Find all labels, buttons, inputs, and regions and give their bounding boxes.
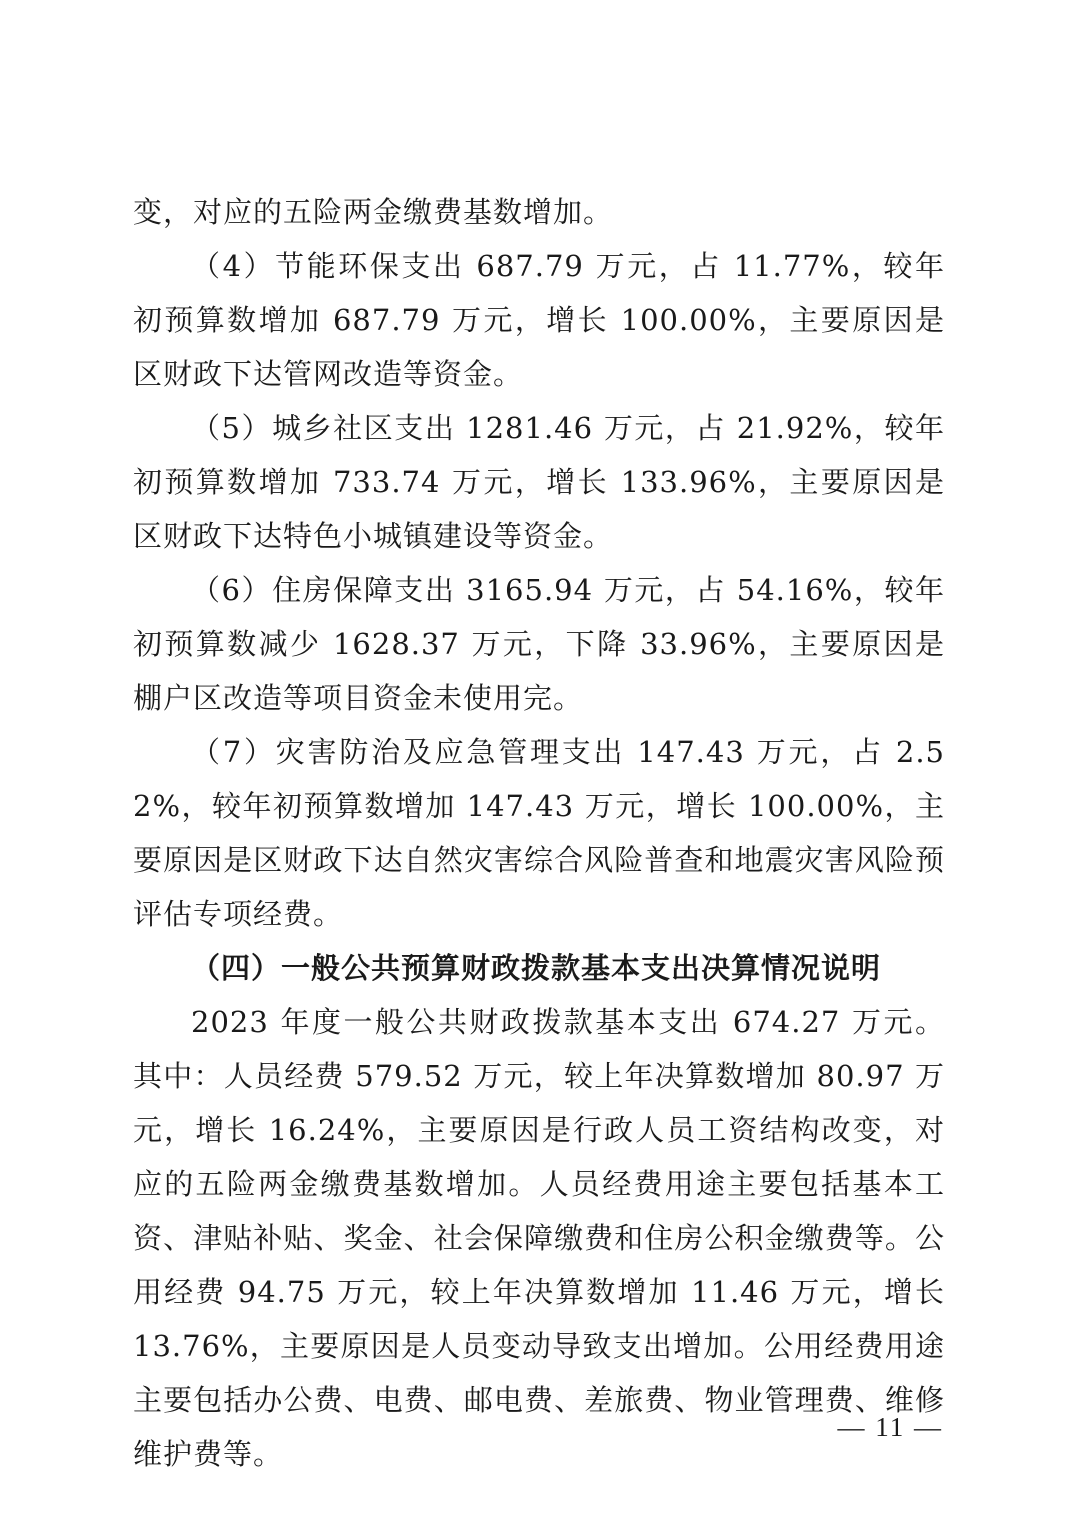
page-number: — 11 — <box>837 1412 943 1442</box>
continuation-paragraph: 变，对应的五险两金缴费基数增加。 <box>133 195 614 229</box>
section-paragraph: 2023 年度一般公共财政拨款基本支出 674.27 万元。其中：人员经费 579.52 万元，较上年决算数增加 80.97 万元，增长 16.24%，主要原因是行政人员工资结构改变，对应的五险两金缴费基数增加。人员经费用途主要包括基本工资、津贴补贴、奖金、社会保障缴费和住房公积金缴费等。公用经费 94.75 万元，较上年决算数增加 11.46 万元，增长 13.76%，主要原因是人员变动导致支出增加。公用经费用途主要包括办公费、电费、邮电费、差旅费、物业管理费、维修维护费等。 <box>133 1005 945 1471</box>
paragraph-energy-environment: （4）节能环保支出 687.79 万元，占 11.77%，较年初预算数增加 687.79 万元，增长 100.00%，主要原因是区财政下达管网改造等资金。 <box>133 249 945 391</box>
section-heading: （四）一般公共预算财政拨款基本支出决算情况说明 <box>191 951 882 985</box>
paragraph-housing-security: （6）住房保障支出 3165.94 万元，占 54.16%，较年初预算数减少 1628.37 万元，下降 33.96%，主要原因是棚户区改造等项目资金未使用完。 <box>133 573 945 715</box>
paragraph-urban-rural-community: （5）城乡社区支出 1281.46 万元，占 21.92%，较年初预算数增加 733.74 万元，增长 133.96%，主要原因是区财政下达特色小城镇建设等资金。 <box>133 411 945 553</box>
document-body <box>133 185 945 1481</box>
paragraph-disaster-prevention: （7）灾害防治及应急管理支出 147.43 万元，占 2.52%，较年初预算数增加 147.43 万元，增长 100.00%，主要原因是区财政下达自然灾害综合风险普查和地震灾害风险预评估专项经费。 <box>133 735 945 931</box>
